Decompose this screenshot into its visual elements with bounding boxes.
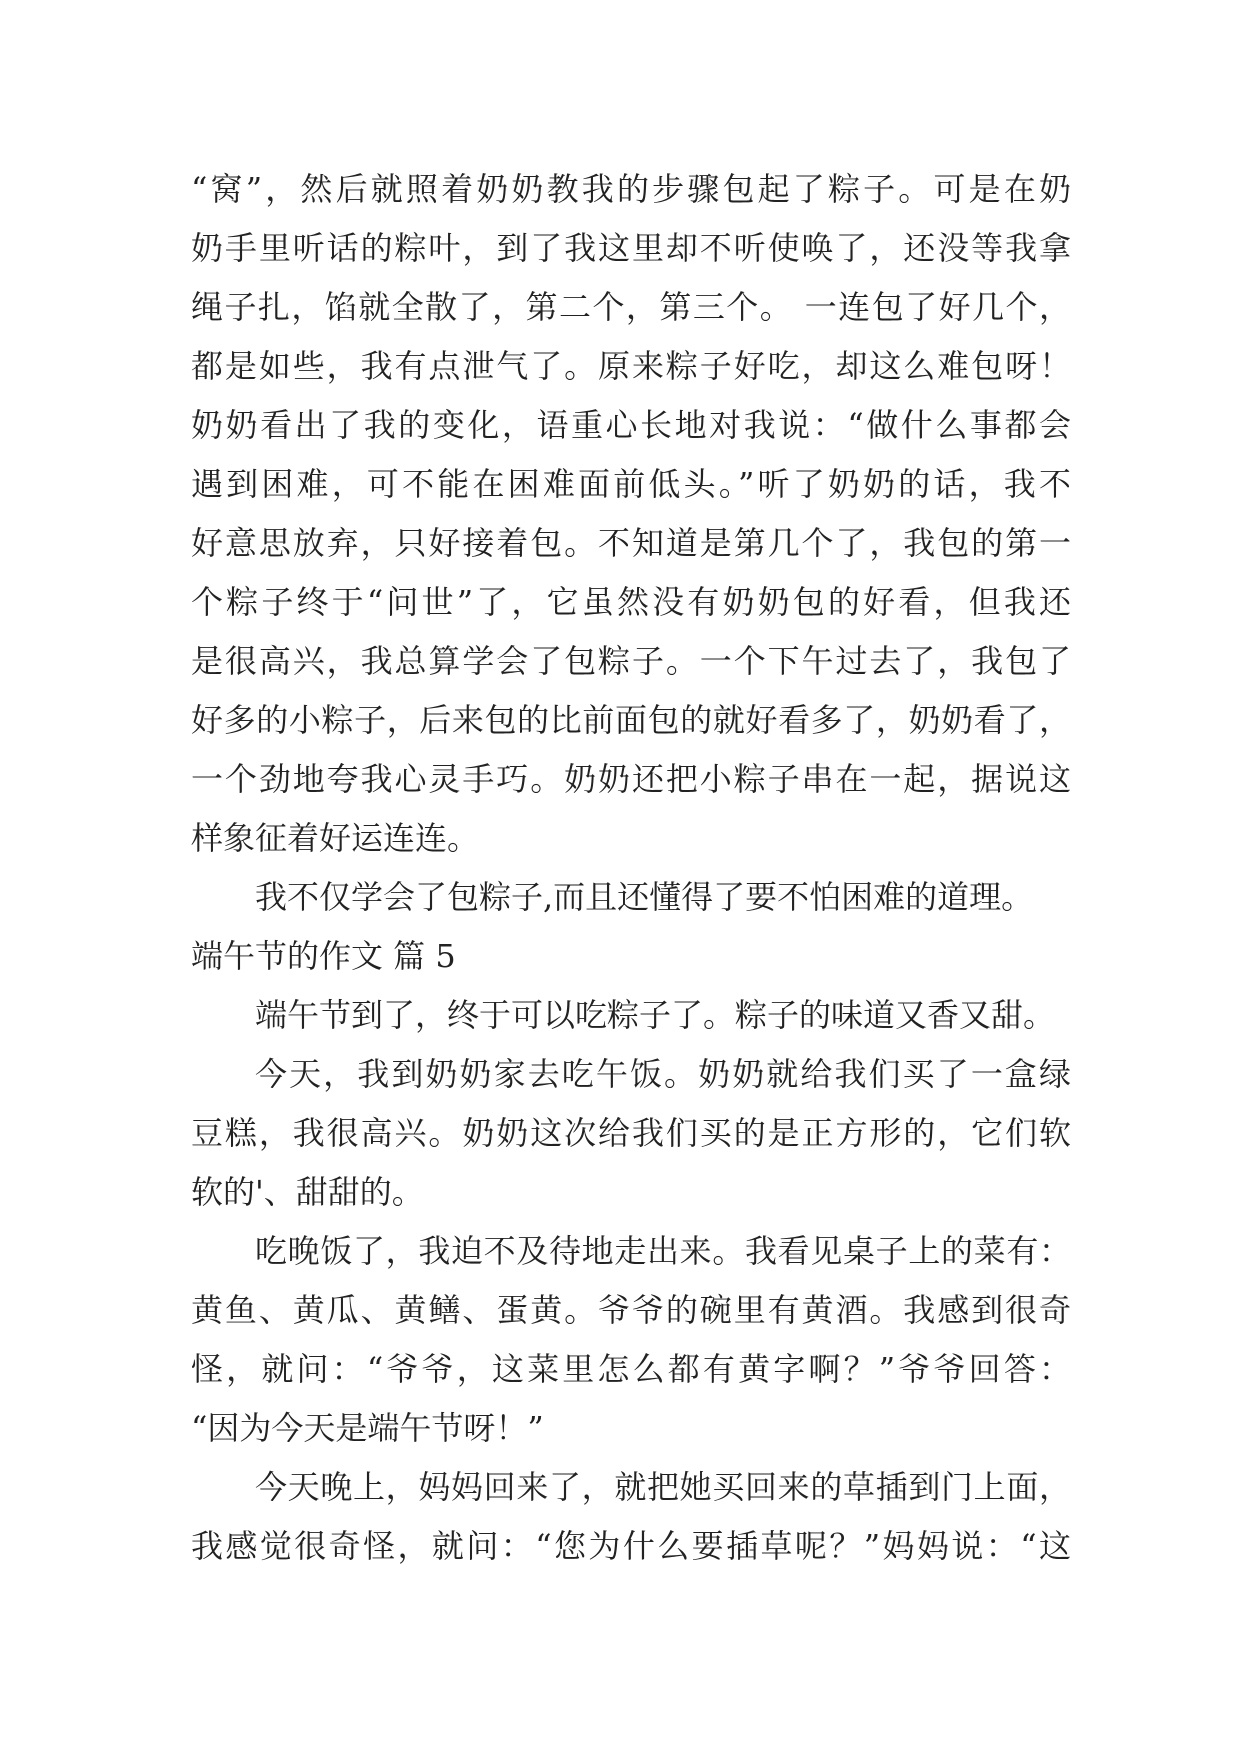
text-line: “因为今天是端午节呀！”	[191, 1409, 544, 1447]
text-line: 一个劲地夸我心灵手巧。奶奶还把小粽子串在一起，据说这	[191, 760, 1071, 798]
text-line: 怪，就问：“爷爷，这菜里怎么都有黄字啊？”爷爷回答：	[191, 1350, 1071, 1388]
paragraph-first-line: 我不仅学会了包粽子,而且还懂得了要不怕困难的道理。	[255, 878, 1034, 916]
paragraph-first-line: 今天晚上，妈妈回来了，就把她买回来的草插到门上面，	[255, 1468, 1071, 1506]
text-line: 奶奶看出了我的变化，语重心长地对我说：“做什么事都会	[191, 406, 1071, 444]
text-line: 软的'、甜甜的。	[191, 1173, 424, 1211]
text-line: 遇到困难，可不能在困难面前低头。”听了奶奶的话，我不	[191, 465, 1071, 503]
text-line: 是很高兴，我总算学会了包粽子。一个下午过去了，我包了	[191, 642, 1071, 680]
text-line: 都是如些，我有点泄气了。原来粽子好吃，却这么难包呀！	[191, 347, 1071, 385]
text-line: 样象征着好运连连。	[191, 819, 480, 857]
essay-body	[191, 160, 1071, 1576]
text-line: 我感觉很奇怪，就问：“您为什么要插草呢？”妈妈说：“这	[191, 1527, 1071, 1565]
text-line: 绳子扎，馅就全散了，第二个，第三个。 一连包了好几个，	[191, 288, 1071, 326]
text-line: “窝”，然后就照着奶奶教我的步骤包起了粽子。可是在奶	[191, 170, 1071, 208]
text-line: 奶手里听话的粽叶，到了我这里却不听使唤了，还没等我拿	[191, 229, 1071, 267]
text-line: 个粽子终于“问世”了，它虽然没有奶奶包的好看，但我还	[191, 583, 1071, 621]
paragraph-first-line: 吃晚饭了，我迫不及待地走出来。我看见桌子上的菜有：	[255, 1232, 1071, 1270]
text-line: 好多的小粽子，后来包的比前面包的就好看多了，奶奶看了，	[191, 701, 1071, 739]
paragraph-first-line: 今天，我到奶奶家去吃午饭。奶奶就给我们买了一盒绿	[255, 1055, 1071, 1093]
paragraph-first-line: 端午节到了，终于可以吃粽子了。粽子的味道又香又甜。	[255, 996, 1056, 1034]
text-line: 黄鱼、黄瓜、黄鳝、蛋黄。爷爷的碗里有黄酒。我感到很奇	[191, 1291, 1071, 1329]
text-line: 豆糕，我很高兴。奶奶这次给我们买的是正方形的，它们软	[191, 1114, 1071, 1152]
text-line: 好意思放弃，只好接着包。不知道是第几个了，我包的第一	[191, 524, 1071, 562]
section-heading: 端午节的作文 篇 5	[191, 937, 456, 975]
